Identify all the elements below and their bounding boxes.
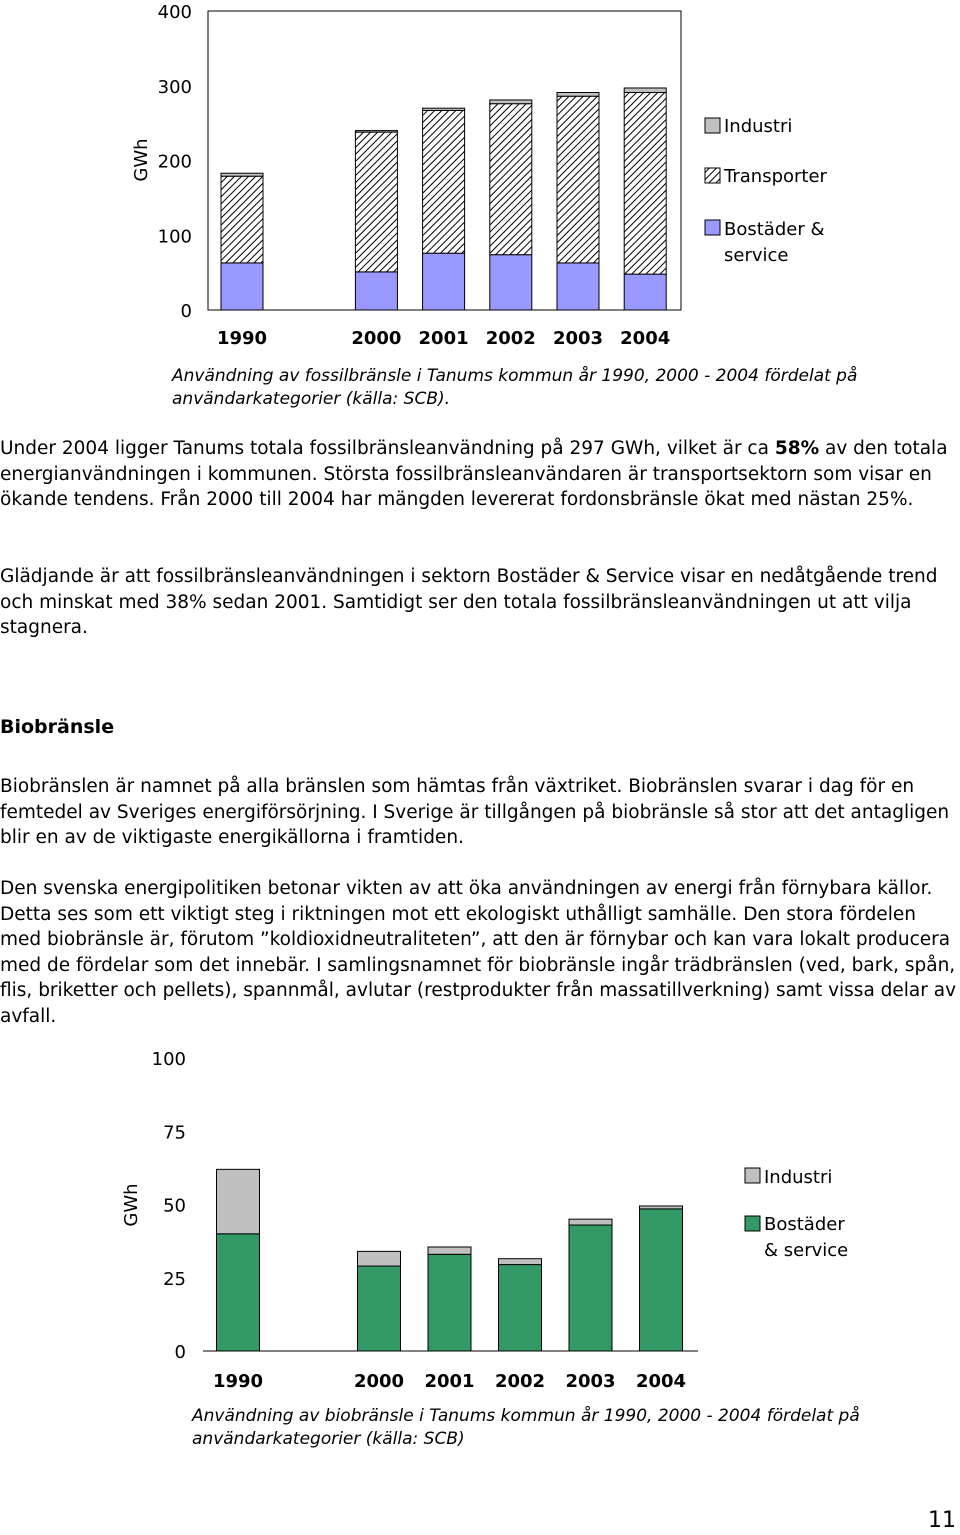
- bar-transporter-2004: [624, 92, 666, 274]
- bar-industri-2002: [499, 1259, 542, 1265]
- paragraph-biofuel-intro: Biobränslen är namnet på alla bränslen som hämtas från växtriket. Biobränslen svarar i dag för en femtedel av Sveriges energiförsörjning. I Sverige är tillgången på biobränsle så stor att det antagligen blir en av de viktigaste energikällorna i framtiden.: [0, 776, 950, 849]
- legend-swatch-bostader: [745, 1216, 760, 1231]
- page-number: 11: [928, 1508, 956, 1533]
- bar-transporter-1990: [221, 176, 263, 263]
- figure-caption-fossil: Användning av fossilbränsle i Tanums kommun år 1990, 2000 - 2004 fördelat på användarkategorier (källa: SCB).: [172, 366, 858, 409]
- legend-label-industri: Industri: [724, 116, 793, 137]
- bar-bostäder-2004: [624, 274, 666, 310]
- legend-swatch-transporter: [705, 168, 720, 183]
- text-run: av den totala energianvändningen i kommunen. Största fossilbränsleanvändaren är transportsektorn som visar en ökande tendens. Från 2000 till 2004 har mängden levererat fordonsbränsle ökat med nästan 25%.: [0, 438, 948, 511]
- y-tick-label: 75: [163, 1122, 186, 1144]
- x-tick-label: 2003: [552, 328, 604, 349]
- bar-bostäder-2004: [640, 1209, 683, 1351]
- bar-transporter-2000: [355, 132, 397, 272]
- legend-label-industri: Industri: [764, 1167, 833, 1188]
- bar-bostäder-2002: [499, 1265, 542, 1351]
- bar-industri-2003: [569, 1219, 612, 1225]
- legend-label-transporter: Transporter: [724, 166, 827, 187]
- legend-swatch-industri: [745, 1168, 760, 1183]
- section-heading: Biobränsle: [0, 716, 115, 738]
- bar-bostäder-2003: [569, 1225, 612, 1351]
- legend: [745, 1167, 850, 1261]
- bar-industri-1990: [217, 1169, 260, 1233]
- legend-swatch-industri: [705, 118, 720, 133]
- bar-bostäder-2003: [557, 263, 599, 310]
- y-tick-label: 25: [163, 1268, 186, 1290]
- x-tick-label: 1990: [212, 1371, 264, 1392]
- x-tick-label: 2004: [620, 328, 671, 349]
- biofuel-chart: [0, 1040, 960, 1400]
- y-tick-label: 0: [174, 1342, 186, 1363]
- x-tick-label: 2000: [351, 328, 402, 349]
- text-run: Under 2004 ligger Tanums totala fossilbränsleanvändning på 297 GWh, vilket är ca: [0, 438, 775, 459]
- y-tick-label: 0: [180, 301, 192, 322]
- paragraph-fossil-trend: Glädjande är att fossilbränsleanvändningen i sektorn Bostäder & Service visar en nedåtgående trend och minskat med 38% sedan 2001. Samtidigt ser den totala fossilbränsleanvändningen ut att vilja stagnera.: [0, 566, 938, 639]
- y-tick-label: 400: [157, 2, 192, 23]
- legend-swatch-bostader: [705, 220, 720, 235]
- x-tick-label: 2002: [485, 328, 536, 349]
- bar-industri-2002: [490, 100, 532, 104]
- legend-label-bostader: Bostäder & service: [764, 1214, 849, 1261]
- x-tick-label: 2000: [353, 1371, 405, 1392]
- bar-bostäder-2001: [428, 1254, 471, 1351]
- paragraph-biofuel-policy: Den svenska energipolitiken betonar vikten av att öka användningen av energi från förnybara källor. Detta ses som ett viktigt steg i riktningen mot ett ekologiskt uthålligt samhälle. Den stora fördelen med biobränsle är, förutom ”koldioxidneutraliteten”, att den är förnybar och kan vara lokalt producera med de fördelar som det innebär. I samlingsnamnet för biobränsle ingår trädbränslen (ved, bark, spån, flis, briketter och pellets), spannmål, avlutar (restprodukter från massatillverkning) samt vissa delar av avfall.: [0, 878, 957, 1027]
- bar-bostäder-2001: [423, 253, 465, 310]
- bar-industri-2004: [640, 1206, 683, 1209]
- x-tick-label: 2003: [565, 1371, 616, 1392]
- y-axis-label: GWh: [131, 138, 152, 182]
- x-tick-label: 2001: [418, 328, 469, 349]
- y-tick-label: 50: [163, 1195, 186, 1217]
- y-tick-label: 100: [157, 226, 192, 248]
- bar-industri-2004: [624, 88, 666, 92]
- paragraph-fossil-summary: [0, 436, 958, 513]
- x-tick-label: 2004: [635, 1371, 687, 1392]
- bar-industri-2000: [358, 1251, 401, 1266]
- bar-bostäder-2000: [358, 1266, 401, 1351]
- legend-label-bostader: Bostäder & service: [724, 219, 825, 266]
- bar-industri-2001: [428, 1247, 471, 1254]
- percent-highlight: 58%: [774, 438, 820, 459]
- bar-transporter-2003: [557, 96, 599, 263]
- figure-caption-biofuel: Användning av biobränsle i Tanums kommun år 1990, 2000 - 2004 fördelat på användarkategorier (källa: SCB): [192, 1406, 860, 1449]
- bar-industri-2001: [423, 108, 465, 110]
- bar-bostäder-2002: [490, 255, 532, 310]
- x-tick-label: 1990: [216, 328, 268, 349]
- bar-industri-2000: [355, 131, 397, 132]
- bar-industri-2003: [557, 92, 599, 96]
- bar-bostäder-1990: [221, 263, 263, 310]
- bar-transporter-2002: [490, 104, 532, 255]
- fossil-fuel-chart: [0, 0, 960, 360]
- bar-transporter-2001: [423, 110, 465, 253]
- x-tick-label: 2001: [424, 1371, 475, 1392]
- y-tick-label: 300: [157, 76, 192, 98]
- bar-bostäder-2000: [355, 272, 397, 310]
- y-tick-label: 100: [151, 1049, 186, 1070]
- bar-industri-1990: [221, 173, 263, 176]
- bar-bostäder-1990: [217, 1234, 260, 1351]
- legend: [705, 116, 830, 266]
- x-tick-label: 2002: [494, 1371, 546, 1392]
- y-tick-label: 200: [157, 151, 192, 173]
- y-axis-label: GWh: [121, 1183, 142, 1227]
